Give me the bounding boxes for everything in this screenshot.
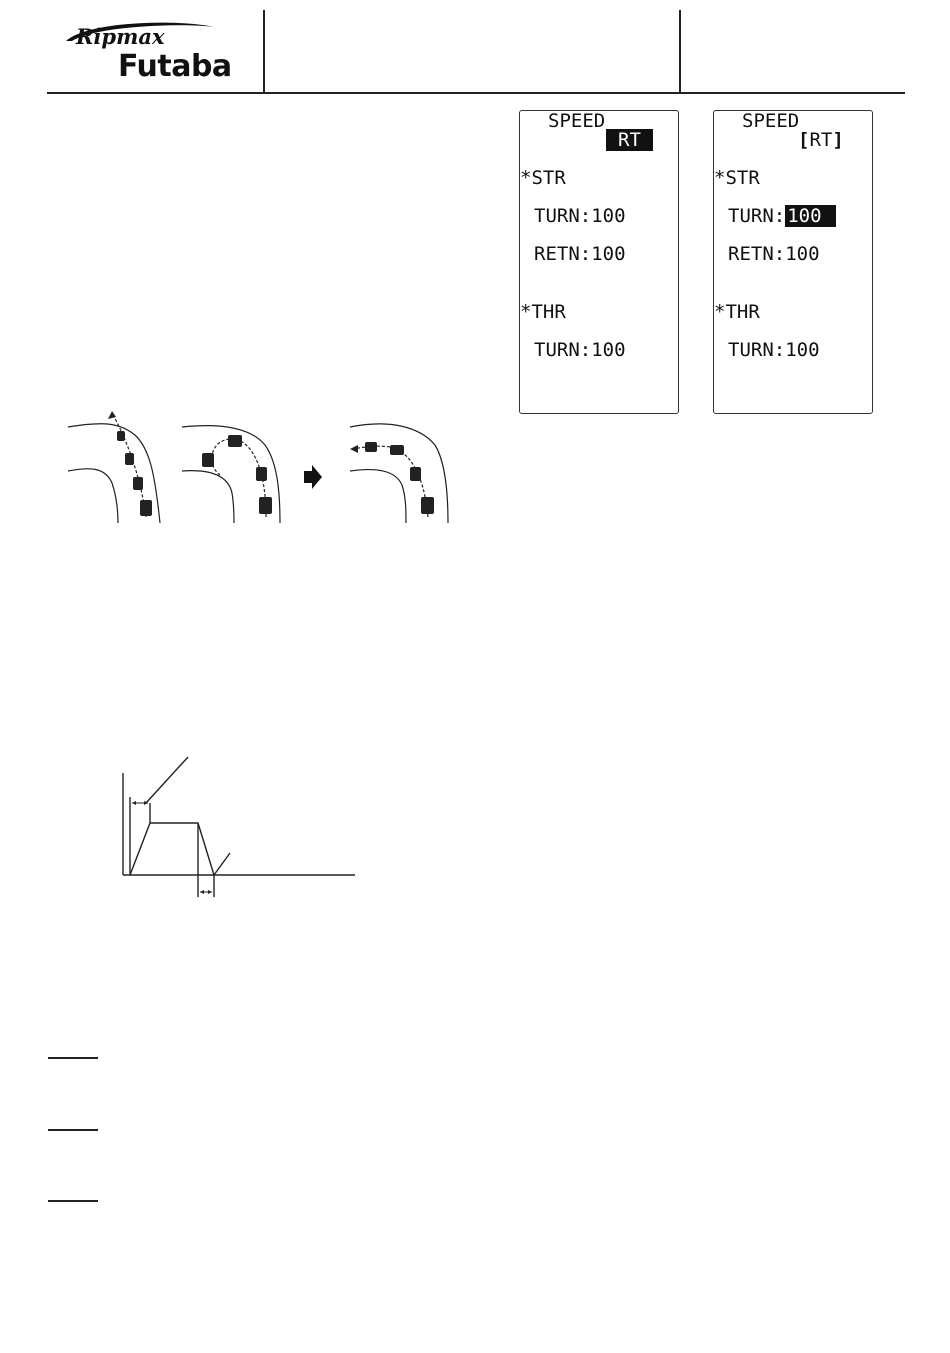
lcd-mode: [RT] bbox=[798, 129, 844, 151]
delay-graph bbox=[110, 755, 360, 905]
lcd-thr-turn: TURN:100 bbox=[534, 339, 626, 361]
lcd-title: SPEED bbox=[742, 110, 800, 132]
header-rule bbox=[47, 92, 905, 94]
lcd-mode: RT bbox=[606, 130, 653, 150]
note-rule-2 bbox=[48, 1129, 98, 1131]
lcd-screen-1 bbox=[519, 110, 679, 414]
lcd-thr-label: *THR bbox=[520, 301, 566, 323]
lcd-str-retn: RETN:100 bbox=[534, 243, 626, 265]
lcd-str-retn: RETN:100 bbox=[728, 243, 820, 265]
lcd-str-label: *STR bbox=[520, 167, 566, 189]
ripmax-logo bbox=[58, 17, 218, 51]
note-rule-1 bbox=[48, 1057, 98, 1059]
lcd-str-turn: TURN: 100 bbox=[728, 206, 836, 226]
lcd-screen-2 bbox=[713, 110, 873, 414]
lcd-str-turn: TURN:100 bbox=[534, 205, 626, 227]
brand-top: Ripmax bbox=[76, 24, 165, 49]
note-rule-3 bbox=[48, 1200, 98, 1202]
header-divider-2 bbox=[679, 10, 681, 92]
cornering-illustration bbox=[60, 405, 450, 525]
lcd-str-label: *STR bbox=[714, 167, 760, 189]
lcd-thr-turn: TURN:100 bbox=[728, 339, 820, 361]
brand-bottom: Futaba bbox=[118, 49, 232, 84]
lcd-title: SPEED bbox=[548, 110, 606, 132]
arrow-right-icon bbox=[304, 465, 322, 489]
lcd-thr-label: *THR bbox=[714, 301, 760, 323]
header-divider-1 bbox=[263, 10, 265, 92]
